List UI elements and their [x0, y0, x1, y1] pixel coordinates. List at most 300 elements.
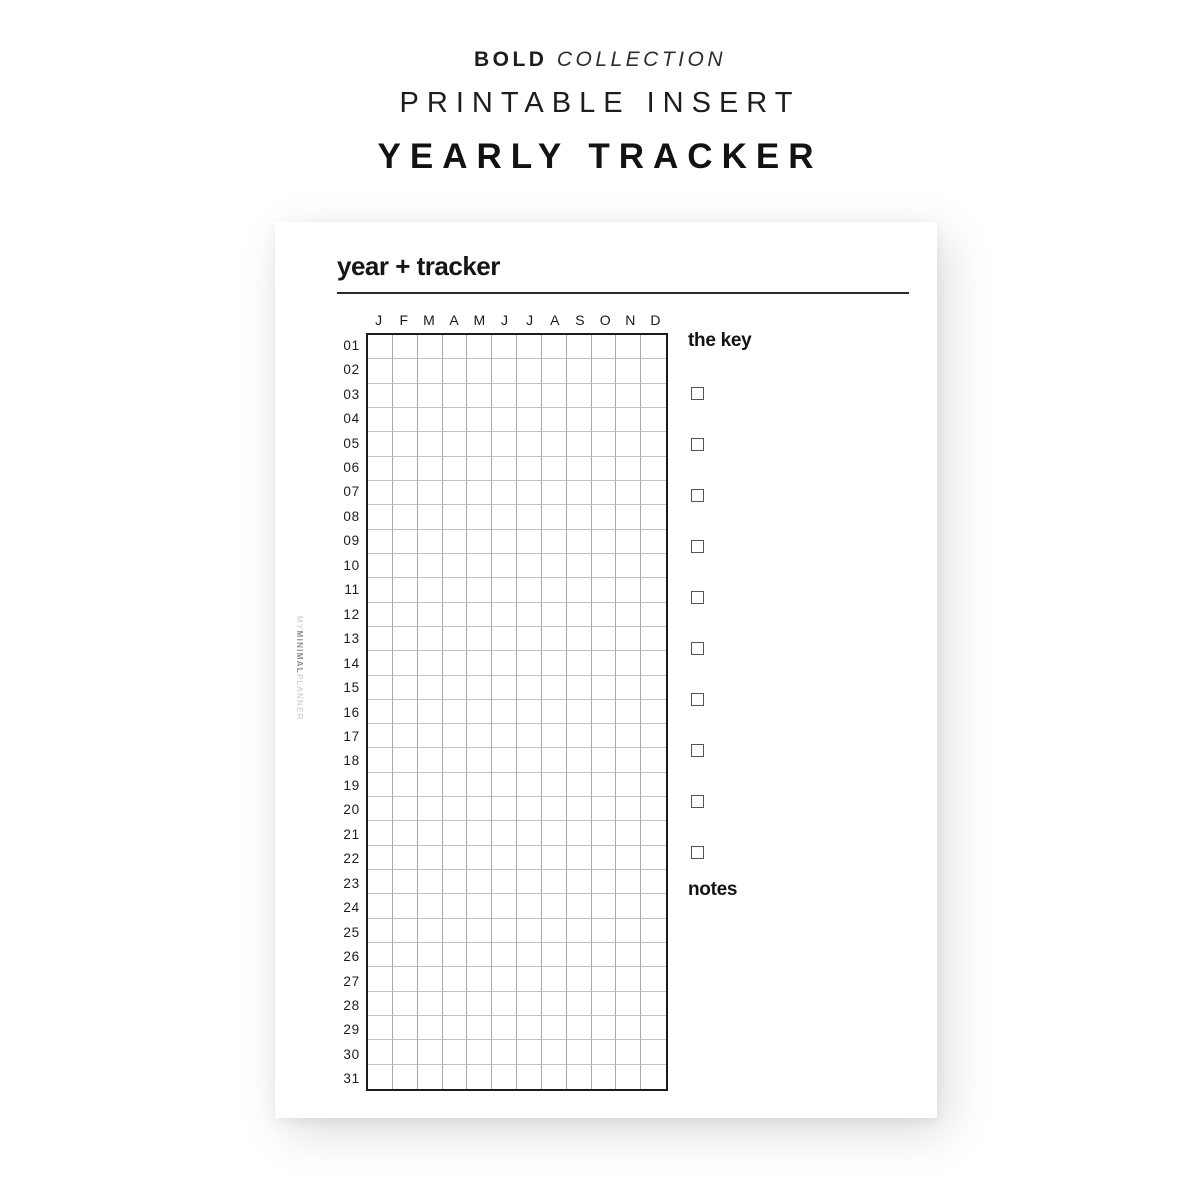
month-label: J	[526, 312, 534, 328]
grid-cell	[467, 748, 492, 772]
month-label: A	[550, 312, 560, 328]
grid-cell	[467, 773, 492, 797]
grid-cell	[443, 457, 468, 481]
grid-cell	[418, 408, 443, 432]
day-label: 11	[344, 582, 360, 598]
grid-cell	[418, 1040, 443, 1064]
grid-cell	[443, 943, 468, 967]
grid-cell	[517, 432, 542, 456]
day-label: 13	[343, 631, 360, 647]
grid-cell	[517, 554, 542, 578]
grid-cell	[368, 432, 393, 456]
key-checkbox	[691, 744, 704, 757]
grid-cell	[517, 797, 542, 821]
grid-cell	[368, 943, 393, 967]
grid-cell	[542, 748, 567, 772]
grid-cell	[393, 335, 418, 359]
grid-cell	[641, 967, 666, 991]
key-checkbox-list	[691, 387, 704, 859]
grid-cell	[443, 967, 468, 991]
grid-cell	[567, 700, 592, 724]
grid-cell	[443, 894, 468, 918]
grid-cell	[616, 1040, 641, 1064]
month-label: D	[650, 312, 661, 328]
grid-cell	[492, 530, 517, 554]
grid-cell	[492, 651, 517, 675]
grid-cell	[443, 676, 468, 700]
grid-cell	[616, 578, 641, 602]
grid-cell	[542, 797, 567, 821]
grid-cell	[517, 578, 542, 602]
grid-cell	[517, 359, 542, 383]
grid-cell	[542, 627, 567, 651]
grid-cell	[517, 505, 542, 529]
grid-cell	[641, 992, 666, 1016]
grid-cell	[368, 870, 393, 894]
grid-cell	[393, 554, 418, 578]
grid-cell	[517, 943, 542, 967]
grid-cell	[492, 359, 517, 383]
grid-cell	[592, 846, 617, 870]
grid-cell	[567, 603, 592, 627]
grid-cell	[492, 967, 517, 991]
grid-cell	[467, 1040, 492, 1064]
grid-cell	[517, 846, 542, 870]
grid-cell	[368, 797, 393, 821]
grid-cell	[418, 335, 443, 359]
grid-cell	[641, 1040, 666, 1064]
day-label: 21	[343, 826, 360, 842]
grid-cell	[418, 724, 443, 748]
grid-cell	[492, 797, 517, 821]
grid-cell	[542, 578, 567, 602]
grid-cell	[641, 773, 666, 797]
grid-cell	[368, 967, 393, 991]
grid-cell	[567, 408, 592, 432]
grid-cell	[641, 384, 666, 408]
grid-cell	[443, 797, 468, 821]
grid-cell	[542, 554, 567, 578]
grid-cell	[542, 1040, 567, 1064]
grid-cell	[492, 505, 517, 529]
grid-cell	[616, 700, 641, 724]
grid-cell	[467, 846, 492, 870]
day-label: 18	[343, 753, 360, 769]
grid-cell	[418, 530, 443, 554]
grid-cell	[517, 627, 542, 651]
grid-cell	[418, 700, 443, 724]
grid-cell	[418, 554, 443, 578]
grid-cell	[443, 578, 468, 602]
grid-cell	[393, 408, 418, 432]
grid-cell	[418, 505, 443, 529]
grid-cell	[393, 943, 418, 967]
watermark-suffix: PLANNER	[295, 673, 304, 721]
key-heading: the key	[688, 330, 752, 351]
printable-page	[275, 222, 937, 1118]
grid-cell	[368, 481, 393, 505]
grid-cell	[393, 1016, 418, 1040]
grid-cell	[542, 432, 567, 456]
grid-cell	[567, 359, 592, 383]
grid-cell	[492, 335, 517, 359]
grid-cell	[467, 797, 492, 821]
day-label: 23	[343, 875, 360, 891]
day-number-column	[305, 333, 360, 1091]
grid-cell	[567, 335, 592, 359]
grid-cell	[592, 919, 617, 943]
grid-cell	[542, 894, 567, 918]
grid-cell	[567, 432, 592, 456]
day-label: 10	[343, 557, 360, 573]
grid-cell	[443, 748, 468, 772]
grid-cell	[592, 992, 617, 1016]
grid-cell	[616, 651, 641, 675]
grid-cell	[517, 1065, 542, 1089]
grid-cell	[492, 846, 517, 870]
grid-cell	[467, 724, 492, 748]
grid-cell	[592, 676, 617, 700]
day-label: 27	[343, 973, 360, 989]
grid-cell	[492, 408, 517, 432]
grid-cell	[418, 1016, 443, 1040]
grid-cell	[368, 894, 393, 918]
grid-cell	[393, 651, 418, 675]
grid-cell	[467, 408, 492, 432]
grid-cell	[467, 554, 492, 578]
grid-cell	[492, 773, 517, 797]
grid-cell	[542, 870, 567, 894]
grid-cell	[492, 919, 517, 943]
grid-cell	[616, 505, 641, 529]
grid-cell	[517, 894, 542, 918]
grid-cell	[443, 359, 468, 383]
month-label: S	[575, 312, 585, 328]
grid-cell	[418, 919, 443, 943]
grid-cell	[592, 797, 617, 821]
grid-cell	[567, 384, 592, 408]
grid-cell	[467, 335, 492, 359]
grid-cell	[542, 700, 567, 724]
grid-cell	[641, 700, 666, 724]
grid-cell	[616, 603, 641, 627]
grid-cell	[418, 1065, 443, 1089]
page-title: year + tracker	[337, 251, 500, 281]
grid-cell	[368, 384, 393, 408]
day-label: 28	[343, 997, 360, 1013]
grid-cell	[418, 748, 443, 772]
grid-cell	[492, 481, 517, 505]
grid-cell	[418, 651, 443, 675]
grid-cell	[567, 821, 592, 845]
grid-cell	[393, 505, 418, 529]
grid-cell	[368, 773, 393, 797]
grid-cell	[592, 894, 617, 918]
grid-cell	[616, 724, 641, 748]
notes-heading: notes	[688, 879, 738, 900]
grid-cell	[592, 603, 617, 627]
grid-cell	[443, 384, 468, 408]
grid-cell	[443, 481, 468, 505]
grid-cell	[492, 627, 517, 651]
grid-cell	[641, 821, 666, 845]
grid-cell	[443, 651, 468, 675]
grid-cell	[418, 578, 443, 602]
grid-cell	[492, 384, 517, 408]
grid-cell	[592, 651, 617, 675]
grid-cell	[492, 748, 517, 772]
grid-cell	[616, 773, 641, 797]
grid-cell	[492, 1016, 517, 1040]
grid-cell	[592, 384, 617, 408]
grid-cell	[592, 870, 617, 894]
grid-cell	[443, 627, 468, 651]
grid-cell	[592, 700, 617, 724]
grid-cell	[443, 530, 468, 554]
grid-cell	[393, 919, 418, 943]
grid-cell	[368, 554, 393, 578]
grid-cell	[641, 505, 666, 529]
grid-cell	[393, 384, 418, 408]
grid-cell	[467, 919, 492, 943]
grid-cell	[443, 773, 468, 797]
grid-cell	[517, 676, 542, 700]
grid-cell	[616, 530, 641, 554]
grid-cell	[492, 821, 517, 845]
grid-cell	[517, 967, 542, 991]
grid-cell	[592, 1065, 617, 1089]
day-label: 31	[343, 1071, 360, 1087]
grid-cell	[517, 748, 542, 772]
month-label: F	[399, 312, 409, 328]
grid-cell	[368, 578, 393, 602]
grid-cell	[467, 821, 492, 845]
day-label: 08	[343, 508, 360, 524]
key-checkbox	[691, 591, 704, 604]
grid-cell	[368, 1040, 393, 1064]
grid-cell	[517, 457, 542, 481]
grid-cell	[567, 870, 592, 894]
grid-cell	[517, 700, 542, 724]
grid-cell	[616, 797, 641, 821]
grid-cell	[393, 676, 418, 700]
grid-cell	[567, 992, 592, 1016]
day-label: 15	[343, 680, 360, 696]
grid-cell	[567, 505, 592, 529]
day-label: 30	[343, 1046, 360, 1062]
grid-cell	[592, 457, 617, 481]
grid-cell	[443, 700, 468, 724]
day-label: 04	[343, 411, 360, 427]
grid-cell	[641, 748, 666, 772]
grid-cell	[641, 554, 666, 578]
grid-cell	[641, 627, 666, 651]
grid-cell	[567, 797, 592, 821]
grid-cell	[592, 724, 617, 748]
grid-cell	[368, 919, 393, 943]
grid-cell	[616, 627, 641, 651]
grid-cell	[418, 992, 443, 1016]
grid-cell	[368, 846, 393, 870]
grid-cell	[567, 530, 592, 554]
grid-cell	[393, 481, 418, 505]
product-name-line: YEARLY TRACKER	[377, 137, 823, 176]
grid-cell	[616, 821, 641, 845]
grid-cell	[443, 846, 468, 870]
month-label: M	[423, 312, 435, 328]
grid-cell	[567, 554, 592, 578]
month-label: J	[500, 312, 508, 328]
grid-cell	[616, 457, 641, 481]
collection-line	[0, 48, 1200, 72]
day-label: 17	[343, 728, 360, 744]
grid-cell	[517, 1040, 542, 1064]
grid-cell	[467, 578, 492, 602]
grid-cell	[368, 1016, 393, 1040]
grid-cell	[616, 359, 641, 383]
grid-cell	[517, 481, 542, 505]
grid-cell	[641, 432, 666, 456]
grid-cell	[492, 992, 517, 1016]
grid-cell	[517, 530, 542, 554]
grid-cell	[592, 748, 617, 772]
brand-watermark	[295, 616, 304, 721]
grid-cell	[467, 967, 492, 991]
grid-cell	[567, 651, 592, 675]
month-label: M	[473, 312, 486, 328]
month-label: N	[625, 312, 636, 328]
grid-cell	[616, 432, 641, 456]
grid-cell	[517, 821, 542, 845]
grid-cell	[542, 603, 567, 627]
grid-cell	[492, 894, 517, 918]
day-label: 29	[343, 1022, 360, 1038]
grid-cell	[517, 1016, 542, 1040]
grid-cell	[368, 724, 393, 748]
grid-cell	[616, 894, 641, 918]
grid-cell	[616, 1065, 641, 1089]
grid-cell	[641, 408, 666, 432]
grid-cell	[641, 919, 666, 943]
grid-cell	[542, 846, 567, 870]
grid-cell	[418, 967, 443, 991]
watermark-middle: MINIMAL	[295, 630, 304, 674]
grid-cell	[492, 676, 517, 700]
grid-cell	[641, 724, 666, 748]
grid-cell	[443, 1016, 468, 1040]
grid-cell	[393, 700, 418, 724]
grid-cell	[467, 505, 492, 529]
grid-cell	[443, 335, 468, 359]
grid-cell	[467, 700, 492, 724]
grid-cell	[443, 432, 468, 456]
grid-cell	[368, 651, 393, 675]
grid-cell	[368, 603, 393, 627]
grid-cell	[368, 627, 393, 651]
day-label: 09	[343, 533, 360, 549]
grid-cell	[368, 700, 393, 724]
grid-cell	[393, 1065, 418, 1089]
grid-cell	[542, 919, 567, 943]
grid-cell	[492, 457, 517, 481]
grid-cell	[641, 578, 666, 602]
grid-cell	[641, 457, 666, 481]
grid-cell	[492, 724, 517, 748]
grid-cell	[443, 821, 468, 845]
grid-cell	[542, 408, 567, 432]
grid-cell	[592, 554, 617, 578]
grid-cell	[567, 846, 592, 870]
day-label: 02	[343, 362, 360, 378]
grid-cell	[393, 821, 418, 845]
grid-cell	[542, 481, 567, 505]
grid-cell	[467, 384, 492, 408]
grid-cell	[467, 432, 492, 456]
grid-cell	[542, 530, 567, 554]
grid-cell	[616, 748, 641, 772]
grid-cell	[393, 773, 418, 797]
grid-cell	[641, 530, 666, 554]
grid-cell	[592, 821, 617, 845]
grid-cell	[517, 603, 542, 627]
grid-cell	[443, 554, 468, 578]
grid-cell	[641, 870, 666, 894]
grid-cell	[592, 967, 617, 991]
grid-cell	[641, 846, 666, 870]
grid-cell	[393, 870, 418, 894]
grid-cell	[467, 1065, 492, 1089]
grid-cell	[641, 943, 666, 967]
grid-cell	[393, 359, 418, 383]
grid-cell	[616, 870, 641, 894]
grid-cell	[542, 384, 567, 408]
grid-cell	[592, 1040, 617, 1064]
day-label: 01	[343, 337, 360, 353]
grid-cell	[418, 481, 443, 505]
grid-cell	[492, 1065, 517, 1089]
grid-cell	[492, 578, 517, 602]
grid-cell	[467, 359, 492, 383]
day-label: 26	[343, 949, 360, 965]
key-checkbox	[691, 489, 704, 502]
grid-cell	[368, 676, 393, 700]
grid-cell	[368, 505, 393, 529]
grid-cell	[592, 505, 617, 529]
collection-name: BOLD	[473, 48, 548, 71]
grid-cell	[393, 992, 418, 1016]
grid-cell	[616, 335, 641, 359]
tracker-grid	[366, 333, 668, 1091]
grid-cell	[517, 408, 542, 432]
grid-cell	[368, 1065, 393, 1089]
grid-cell	[542, 773, 567, 797]
grid-cell	[567, 1040, 592, 1064]
grid-cell	[368, 821, 393, 845]
grid-cell	[567, 457, 592, 481]
grid-cell	[492, 554, 517, 578]
day-label: 07	[343, 484, 360, 500]
grid-cell	[368, 748, 393, 772]
grid-cell	[418, 943, 443, 967]
grid-cell	[418, 870, 443, 894]
grid-cell	[517, 870, 542, 894]
grid-cell	[418, 846, 443, 870]
grid-cell	[393, 627, 418, 651]
grid-cell	[368, 359, 393, 383]
watermark-prefix: MY	[295, 616, 304, 631]
grid-cell	[443, 505, 468, 529]
key-checkbox	[691, 693, 704, 706]
